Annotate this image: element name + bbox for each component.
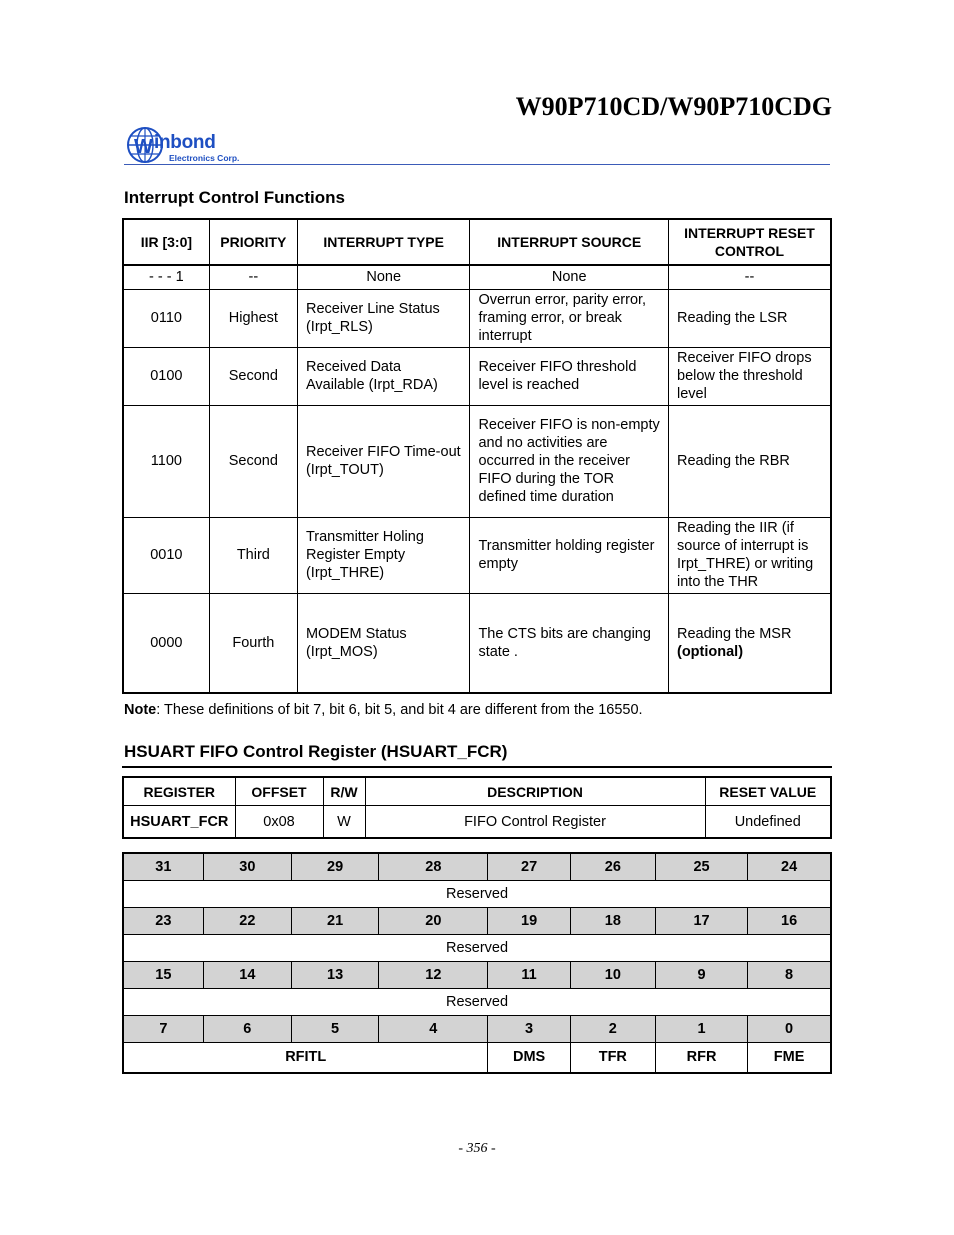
reset-cell: Receiver FIFO drops below the threshold level	[669, 347, 832, 405]
bit-number: 7	[123, 1016, 203, 1043]
bit-number: 8	[748, 962, 831, 989]
bit-field-table	[122, 852, 832, 1074]
priority-cell: Fourth	[209, 593, 297, 693]
type-cell: Receiver FIFO Time-out (Irpt_TOUT)	[297, 405, 469, 517]
bit-number: 24	[748, 853, 831, 881]
bit-number: 15	[123, 962, 203, 989]
bit-number: 17	[655, 908, 747, 935]
bit-number: 4	[379, 1016, 488, 1043]
bit-number: 31	[123, 853, 203, 881]
iir-cell: 0010	[123, 517, 209, 593]
source-cell: Receiver FIFO is non-empty and no activities are occurred in the receiver FIFO during the TOR defined time duration	[470, 405, 669, 517]
table-row	[123, 289, 831, 347]
reset-value-cell: Undefined	[705, 806, 831, 839]
bit-number: 13	[291, 962, 378, 989]
source-cell: Receiver FIFO threshold level is reached	[470, 347, 669, 405]
type-cell: None	[297, 265, 469, 289]
bit-field-row	[123, 1043, 831, 1073]
table-note	[124, 702, 643, 718]
bit-number: 5	[291, 1016, 378, 1043]
field-rfr: RFR	[655, 1043, 747, 1073]
priority-cell: Highest	[209, 289, 297, 347]
table-row	[123, 265, 831, 289]
bit-number: 14	[203, 962, 291, 989]
bit-number: 16	[748, 908, 831, 935]
reset-cell: --	[669, 265, 832, 289]
priority-cell: Third	[209, 517, 297, 593]
reset-optional: (optional)	[677, 643, 744, 660]
document-title: W90P710CD/W90P710CDG	[515, 92, 832, 121]
header-rule	[124, 164, 830, 165]
table-header-row	[123, 777, 831, 806]
bit-field-row	[123, 989, 831, 1016]
bit-field-row	[123, 935, 831, 962]
column-header: INTERRUPT SOURCE	[470, 219, 669, 265]
bit-number: 9	[655, 962, 747, 989]
bit-number: 2	[570, 1016, 655, 1043]
column-header: RESET VALUE	[705, 777, 831, 806]
reset-cell: Reading the RBR	[669, 405, 832, 517]
winbond-logo	[126, 126, 256, 166]
priority-cell: --	[209, 265, 297, 289]
bit-field-row	[123, 881, 831, 908]
bit-number: 1	[655, 1016, 747, 1043]
bit-number-row	[123, 962, 831, 989]
section-title-interrupt-control: Interrupt Control Functions	[124, 188, 345, 207]
bit-number-row	[123, 908, 831, 935]
column-header: REGISTER	[123, 777, 235, 806]
reserved-field: Reserved	[123, 935, 831, 962]
type-cell: Transmitter Holing Register Empty (Irpt_THRE)	[297, 517, 469, 593]
bit-number: 23	[123, 908, 203, 935]
bit-number: 12	[379, 962, 488, 989]
column-header: IIR [3:0]	[123, 219, 209, 265]
section-rule	[122, 766, 832, 768]
type-cell: Received Data Available (Irpt_RDA)	[297, 347, 469, 405]
table-row	[123, 347, 831, 405]
bit-number: 11	[488, 962, 570, 989]
field-rfitl: RFITL	[123, 1043, 488, 1073]
table-header-row	[123, 219, 831, 265]
reserved-field: Reserved	[123, 989, 831, 1016]
bit-number: 19	[488, 908, 570, 935]
table-row	[123, 806, 831, 839]
bit-number: 20	[379, 908, 488, 935]
page-number: - 356 -	[458, 1141, 496, 1156]
bit-number-row	[123, 853, 831, 881]
source-cell: None	[470, 265, 669, 289]
column-header: INTERRUPT RESET CONTROL	[669, 219, 832, 265]
offset-cell: 0x08	[235, 806, 323, 839]
field-dms: DMS	[488, 1043, 570, 1073]
column-header: PRIORITY	[209, 219, 297, 265]
source-cell: Overrun error, parity error, framing error, or break interrupt	[470, 289, 669, 347]
bit-number: 0	[748, 1016, 831, 1043]
register-name-cell: HSUART_FCR	[123, 806, 235, 839]
svg-text:W: W	[134, 136, 153, 158]
description-cell: FIFO Control Register	[365, 806, 705, 839]
iir-cell: 1100	[123, 405, 209, 517]
field-fme: FME	[748, 1043, 831, 1073]
section-title-hsuart-fcr: HSUART FIFO Control Register (HSUART_FCR)	[124, 742, 508, 761]
type-cell: Receiver Line Status (Irpt_RLS)	[297, 289, 469, 347]
logo-subtitle: Electronics Corp.	[169, 153, 240, 163]
reset-cell	[669, 593, 832, 693]
bit-number: 30	[203, 853, 291, 881]
source-cell: The CTS bits are changing state .	[470, 593, 669, 693]
priority-cell: Second	[209, 405, 297, 517]
note-text: : These definitions of bit 7, bit 6, bit 5, and bit 4 are different from the 16550.	[156, 702, 643, 718]
bit-number: 3	[488, 1016, 570, 1043]
column-header: OFFSET	[235, 777, 323, 806]
reset-text: Reading the MSR	[677, 625, 792, 642]
note-label: Note	[124, 702, 157, 718]
reset-cell: Reading the LSR	[669, 289, 832, 347]
bit-number: 22	[203, 908, 291, 935]
bit-number: 21	[291, 908, 378, 935]
bit-number: 29	[291, 853, 378, 881]
rw-cell: W	[323, 806, 365, 839]
bit-number: 10	[570, 962, 655, 989]
bit-number: 28	[379, 853, 488, 881]
table-row	[123, 593, 831, 693]
iir-cell: - - - 1	[123, 265, 209, 289]
column-header: R/W	[323, 777, 365, 806]
source-cell: Transmitter holding register empty	[470, 517, 669, 593]
bit-number: 26	[570, 853, 655, 881]
table-row	[123, 405, 831, 517]
logo-wordmark: inbond	[154, 132, 216, 153]
bit-number: 25	[655, 853, 747, 881]
iir-cell: 0100	[123, 347, 209, 405]
bit-number: 18	[570, 908, 655, 935]
bit-number-row	[123, 1016, 831, 1043]
bit-number: 6	[203, 1016, 291, 1043]
reserved-field: Reserved	[123, 881, 831, 908]
interrupt-control-table	[122, 218, 832, 694]
iir-cell: 0110	[123, 289, 209, 347]
priority-cell: Second	[209, 347, 297, 405]
reset-cell: Reading the IIR (if source of interrupt is Irpt_THRE) or writing into the THR	[669, 517, 832, 593]
field-tfr: TFR	[570, 1043, 655, 1073]
column-header: DESCRIPTION	[365, 777, 705, 806]
table-row	[123, 517, 831, 593]
type-cell: MODEM Status (Irpt_MOS)	[297, 593, 469, 693]
column-header: INTERRUPT TYPE	[297, 219, 469, 265]
register-table	[122, 776, 832, 839]
bit-number: 27	[488, 853, 570, 881]
iir-cell: 0000	[123, 593, 209, 693]
